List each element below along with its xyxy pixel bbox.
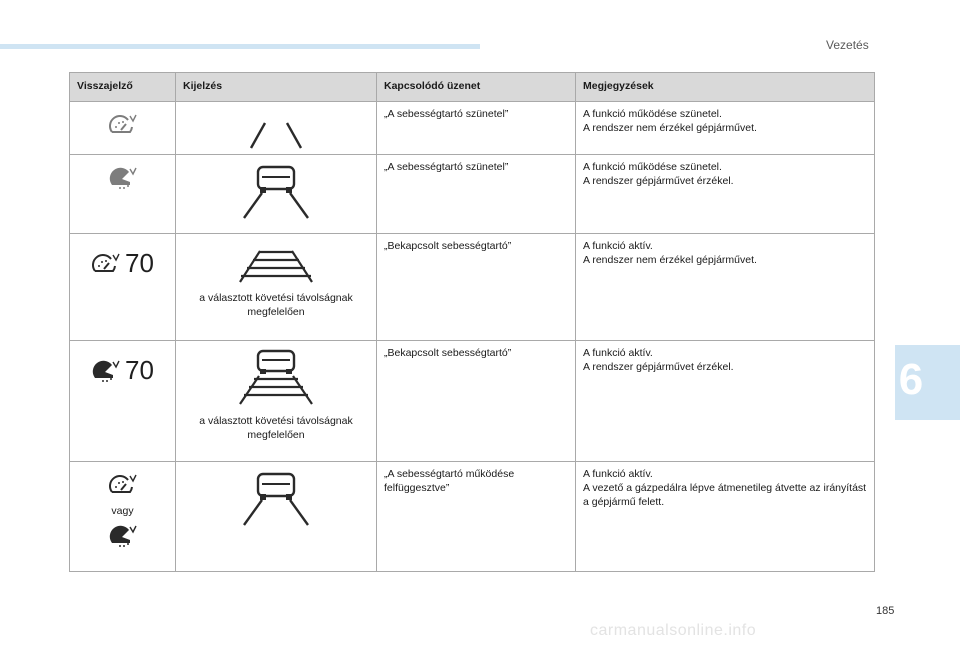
display-cell — [176, 155, 377, 234]
vehicle-lanes-icon — [226, 163, 326, 221]
message-cell: „Bekapcsolt sebességtartó” — [377, 341, 576, 462]
table-row — [70, 234, 875, 341]
indicator-cell — [70, 155, 176, 234]
note-line: A rendszer nem érzékel gépjárművet. — [583, 122, 757, 134]
chapter-number: 6 — [898, 355, 924, 404]
indicator-cell — [70, 102, 176, 155]
note-line: A funkció aktív. — [583, 240, 653, 252]
indicator-cell — [70, 341, 176, 462]
display-cell — [176, 234, 377, 341]
speed-value: 70 — [125, 355, 154, 385]
speedometer-outline-icon — [108, 472, 138, 498]
lanes-only-icon — [231, 117, 321, 151]
message-cell: „A sebességtartó szünetel” — [377, 155, 576, 234]
column-header: Kijelzés — [176, 73, 377, 102]
notes-cell — [576, 102, 875, 155]
or-label: vagy — [111, 505, 134, 517]
notes-cell — [576, 234, 875, 341]
section-title: Vezetés — [826, 38, 869, 52]
table-row — [70, 155, 875, 234]
note-line: A rendszer nem érzékel gépjárművet. — [583, 254, 757, 266]
notes-cell — [576, 462, 875, 572]
note-line: A funkció aktív. — [583, 468, 653, 480]
note-line: A rendszer gépjárművet érzékel. — [583, 361, 734, 373]
display-cell — [176, 102, 377, 155]
speed-value: 70 — [125, 248, 154, 278]
header-accent-bar — [0, 44, 480, 49]
watermark: carmanualsonline.info — [590, 622, 757, 639]
indicator-cell — [70, 462, 176, 572]
table-row — [70, 341, 875, 462]
speedometer-filled-icon — [108, 523, 138, 549]
note-line: A funkció működése szünetel. — [583, 108, 722, 120]
speedometer-outline-icon — [91, 251, 121, 277]
display-cell — [176, 341, 377, 462]
message-cell: „A sebességtartó működése felfüggesztve” — [377, 462, 576, 572]
notes-cell — [576, 155, 875, 234]
vehicle-distance-bars-icon — [226, 349, 326, 407]
note-line: A vezető a gázpedálra lépve átmenetileg átvette az irányítást a gépjármű felett. — [583, 482, 867, 508]
note-line: A rendszer gépjárművet érzékel. — [583, 175, 734, 187]
column-header: Megjegyzések — [576, 73, 875, 102]
table-row — [70, 462, 875, 572]
display-cell — [176, 462, 377, 572]
column-header: Kapcsolódó üzenet — [377, 73, 576, 102]
speedometer-filled-icon — [108, 165, 138, 191]
indicator-table — [69, 72, 875, 572]
chapter-tab — [895, 345, 960, 420]
notes-cell — [576, 341, 875, 462]
distance-bars-icon — [226, 248, 326, 284]
note-line: A funkció aktív. — [583, 347, 653, 359]
display-caption: a választott követési távolságnak megfelelően — [199, 415, 353, 441]
message-cell: „Bekapcsolt sebességtartó” — [377, 234, 576, 341]
column-header: Visszajelző — [70, 73, 176, 102]
page-number: 185 — [876, 605, 895, 617]
note-line: A funkció működése szünetel. — [583, 161, 722, 173]
vehicle-lanes-icon — [226, 470, 326, 528]
display-caption: a választott követési távolságnak megfelelően — [199, 292, 353, 318]
table-header-row — [70, 73, 875, 102]
speedometer-filled-icon — [91, 358, 121, 384]
speedometer-outline-icon — [108, 112, 138, 138]
indicator-cell — [70, 234, 176, 341]
table-row — [70, 102, 875, 155]
message-cell: „A sebességtartó szünetel” — [377, 102, 576, 155]
